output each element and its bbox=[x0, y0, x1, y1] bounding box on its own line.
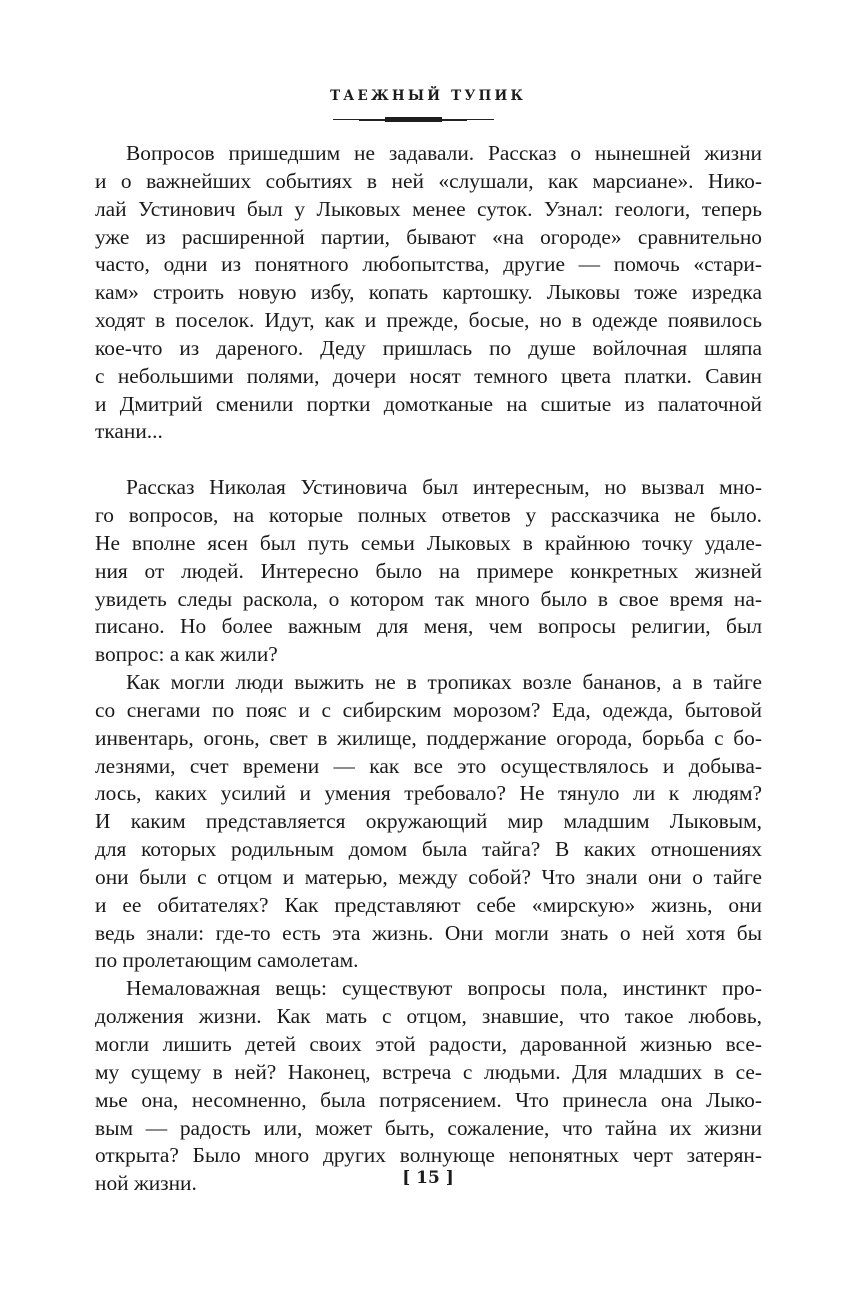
header-ornamental-rule bbox=[333, 117, 494, 122]
page-number: [ 15 ] bbox=[402, 1168, 454, 1188]
text-line: с небольшими полями, дочери носят темного цвета платки. Савин bbox=[95, 363, 762, 388]
text-line: часто, одни из понятного любопытства, другие — помочь «стари- bbox=[95, 252, 762, 277]
text-line: писано. Но более важным для меня, чем вопросы религии, был bbox=[95, 614, 762, 639]
paragraph bbox=[95, 975, 762, 1198]
text-line: уже из расширенной партии, бывают «на огороде» сравнительно bbox=[95, 224, 762, 249]
text-line: лось, каких усилий и умения требовало? Не тянуло ли к людям? bbox=[95, 781, 762, 806]
text-line: мье она, несомненно, была потрясением. Что принесла она Лыко- bbox=[95, 1087, 762, 1112]
text-line: кам» строить новую избу, копать картошку. Лыковы тоже изредка bbox=[95, 280, 762, 305]
text-line: могли лишить детей своих этой радости, дарованной жизнью все- bbox=[95, 1032, 762, 1056]
text-line: И каким представляется окружающий мир младшим Лыковым, bbox=[95, 809, 762, 834]
text-line: го вопросов, на которые полных ответов у рассказчика не было. bbox=[95, 502, 762, 527]
text-line: ткани... bbox=[95, 419, 163, 444]
text-line: и Дмитрий сменили портки домотканые на сшитые из палаточной bbox=[95, 391, 762, 416]
text-line: они были с отцом и матерью, между собой? Что знали они о тайге bbox=[95, 864, 762, 889]
text-line: ходят в поселок. Идут, как и прежде, босые, но в одежде появилось bbox=[95, 308, 762, 333]
text-line: Как могли люди выжить не в тропиках возле бананов, а в тайге bbox=[126, 670, 762, 695]
text-line: и о важнейших событиях в ней «слушали, как марсиане». Нико- bbox=[95, 168, 762, 193]
text-line: должения жизни. Как мать с отцом, знавшие, что такое любовь, bbox=[95, 1004, 762, 1029]
rule-thick bbox=[385, 117, 442, 122]
text-line: му сущему в ней? Наконец, встреча с людьми. Для младших в се- bbox=[95, 1059, 762, 1084]
body-text bbox=[95, 140, 762, 1198]
text-line: лай Устинович был у Лыковых менее суток. Узнал: геологи, теперь bbox=[95, 196, 762, 221]
text-line: Рассказ Николая Устиновича был интересным, но вызвал мно- bbox=[126, 475, 762, 500]
text-line: вопрос: а как жили? bbox=[95, 642, 278, 667]
text-line: открыта? Было много других волнующе непонятных черт затерян- bbox=[95, 1143, 762, 1168]
text-line: Вопросов пришедшим не задавали. Рассказ о нынешней жизни bbox=[126, 141, 762, 165]
text-line: ной жизни. bbox=[95, 1171, 197, 1196]
text-line: ния от людей. Интересно было на примере конкретных жизней bbox=[95, 558, 762, 583]
paragraph bbox=[95, 474, 762, 669]
text-line: и ее обитателях? Как представляют себе «мирскую» жизнь, они bbox=[95, 892, 762, 917]
text-line: Не вполне ясен был путь семьи Лыковых в крайнюю точку удале- bbox=[95, 530, 762, 555]
text-line: инвентарь, огонь, свет в жилище, поддержание огорода, борьба с бо- bbox=[95, 725, 762, 750]
text-line: вым — радость или, может быть, сожаление, что тайна их жизни bbox=[95, 1115, 762, 1140]
text-line: ведь знали: где-то есть эта жизнь. Они могли знать о ней хотя бы bbox=[95, 920, 762, 945]
text-line: по пролетающим самолетам. bbox=[95, 948, 359, 973]
text-line: со снегами по пояс и с сибирским морозом? Еда, одежда, бытовой bbox=[95, 697, 762, 722]
text-line: для которых родильным домом была тайга? В каких отношениях bbox=[95, 837, 762, 862]
paragraph bbox=[95, 140, 762, 446]
text-line: кое-что из дареного. Деду пришлась по душе войлочная шляпа bbox=[95, 335, 762, 360]
section-break bbox=[95, 446, 762, 474]
text-line: увидеть следы раскола, о котором так много было в свое время на- bbox=[95, 586, 762, 611]
text-line: лезнями, счет времени — как все это осуществлялось и добыва- bbox=[95, 753, 762, 778]
text-line: Немаловажная вещь: существуют вопросы пола, инстинкт про- bbox=[126, 976, 762, 1001]
running-head: ТАЕЖНЫЙ ТУПИК bbox=[330, 88, 526, 104]
paragraph bbox=[95, 669, 762, 975]
